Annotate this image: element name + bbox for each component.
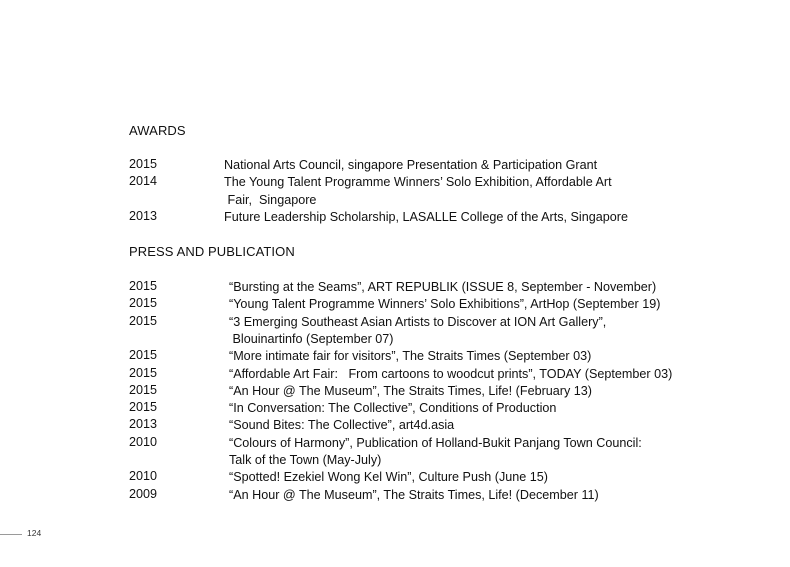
press-entry-text	[229, 366, 672, 383]
press-entry-line: “Sound Bites: The Collective”, art4d.asia	[229, 418, 455, 433]
press-entry-line: “More intimate fair for visitors”, The Straits Times (September 03)	[229, 349, 592, 364]
press-heading: PRESS AND PUBLICATION	[129, 244, 295, 259]
press-entry-line: “Affordable Art Fair: From cartoons to woodcut prints”, TODAY (September 03)	[229, 366, 673, 381]
press-entry-text	[229, 348, 591, 365]
awards-entry-line: National Arts Council, singapore Presentation & Participation Grant	[224, 158, 598, 172]
press-entry-line: Blouinartinfo (September 07)	[229, 331, 394, 346]
press-entry-text	[229, 469, 548, 486]
awards-entry-year: 2013	[129, 208, 158, 223]
press-entry-year: 2010	[129, 469, 158, 484]
awards-entry-line: The Young Talent Programme Winners’ Solo Exhibition, Affordable Art	[224, 175, 612, 190]
press-entry-text	[229, 417, 454, 434]
awards-entry-year: 2015	[129, 157, 158, 171]
press-entry-text	[229, 279, 656, 296]
footer-rule	[0, 534, 22, 535]
awards-entry-text	[224, 209, 628, 226]
page-number: 124	[27, 528, 42, 538]
press-entry-text	[229, 314, 606, 349]
press-entry-text	[229, 400, 556, 417]
press-entry-line: “An Hour @ The Museum”, The Straits Times, Life! (February 13)	[229, 383, 592, 398]
press-entry-year: 2009	[129, 486, 158, 501]
press-entry-year: 2015	[129, 365, 158, 380]
press-entry-year: 2015	[129, 279, 158, 293]
press-entry-line: “Bursting at the Seams”, ART REPUBLIK (ISSUE 8, September - November)	[229, 280, 657, 294]
press-entry-text	[229, 487, 599, 504]
awards-heading: AWARDS	[129, 123, 186, 138]
press-entry-line: “In Conversation: The Collective”, Conditions of Production	[229, 401, 557, 416]
press-entry-line: “3 Emerging Southeast Asian Artists to Discover at ION Art Gallery”,	[229, 314, 607, 329]
awards-entry-line: Fair, Singapore	[224, 192, 317, 207]
press-entry-year: 2010	[129, 434, 158, 449]
awards-entry-text	[224, 157, 597, 174]
press-entry-year: 2015	[129, 348, 158, 363]
press-entry-year: 2015	[129, 400, 158, 415]
awards-entry-line: Future Leadership Scholarship, LASALLE College of the Arts, Singapore	[224, 209, 628, 224]
press-entry-text	[229, 383, 592, 400]
press-entry-line: “Colours of Harmony”, Publication of Holland-Bukit Panjang Town Council:	[229, 435, 642, 450]
press-entry-line: “Spotted! Ezekiel Wong Kel Win”, Culture Push (June 15)	[229, 470, 548, 485]
press-entry-year: 2015	[129, 296, 158, 311]
awards-entry-text	[224, 174, 612, 209]
press-entry-year: 2015	[129, 382, 158, 397]
awards-entry-year: 2014	[129, 174, 158, 189]
press-entry-line: Talk of the Town (May-July)	[229, 452, 382, 467]
press-entry-line: “Young Talent Programme Winners’ Solo Exhibitions”, ArtHop (September 19)	[229, 297, 661, 312]
press-entry-year: 2015	[129, 313, 158, 328]
press-entry-line: “An Hour @ The Museum”, The Straits Times, Life! (December 11)	[229, 487, 599, 502]
press-entry-text	[229, 435, 642, 470]
press-entry-year: 2013	[129, 417, 158, 432]
press-entry-text	[229, 296, 660, 313]
